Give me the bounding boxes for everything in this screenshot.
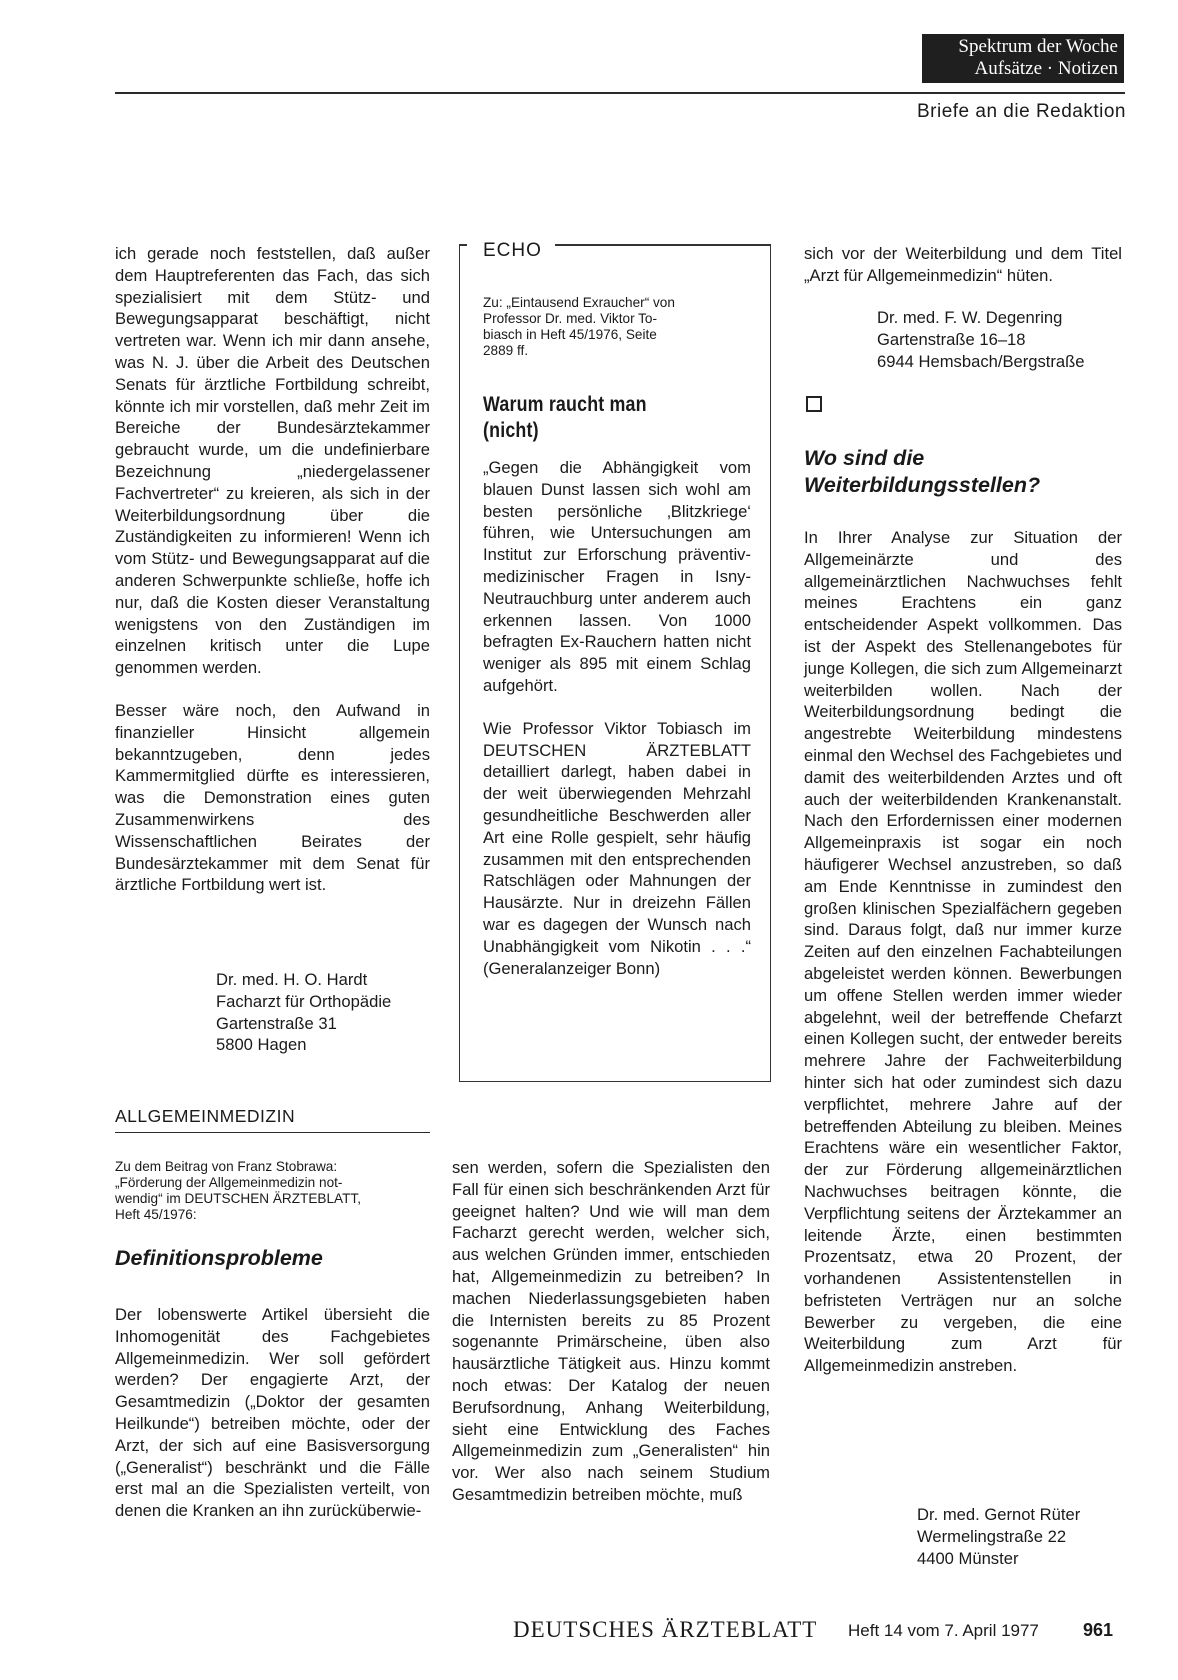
echo-box-top-rule xyxy=(459,244,467,246)
intro-line: Professor Dr. med. Viktor To- xyxy=(483,311,658,326)
issue-info: Heft 14 vom 7. April 1977 xyxy=(848,1621,1039,1640)
page-number: 961 xyxy=(1083,1620,1114,1640)
headline-weiterbildungsstellen xyxy=(804,445,1040,499)
signature-line: Wermelingstraße 22 xyxy=(917,1526,1067,1546)
signature-line: Dr. med. F. W. Degenring xyxy=(877,308,1063,327)
letter-stobrawa-body-col1 xyxy=(115,1304,430,1522)
paragraph: sich vor der Weiterbildung und dem Titel „Arzt für Allgemeinmedizin“ hüten. xyxy=(804,244,1122,285)
paragraph: Wie Professor Viktor Tobiasch im DEUTSCHEN ÄRZTEBLATT detailliert darlegt, haben dabei in der weit überwiegenden Mehrzahl gesundheitliche Beschwerden aller Art eine Rolle gespielt, sehr häufig zusammen mit den entsprechenden Ratschlägen oder Mahnungen der Hausärzte. Nur in dreizehn Fällen war es dagegen der Wunsch nach Unabhängigkeit vom Nikotin . . .“ (Generalanzeiger Bonn) xyxy=(483,718,751,978)
intro-line: „Förderung der Allgemeinmedizin not- xyxy=(115,1175,343,1190)
paragraph: sen werden, sofern die Spezialisten den Fall für einen sich beschränkenden Arzt für geeignet halten? Und wie will man dem Facharzt gerecht werden, welcher sich, aus welchen Gründen immer, entschieden hat, Allgemeinmedizin zu betreiben? In machen Niederlassungsgebieten haben die Internisten bereits zu 85 Prozent sogenannte Primärscheine, üben also hausärztliche Tätigkeit aus. Hinzu kommt noch etwas: Der Katalog der neuen Berufsordnung, Anhang Weiterbildung, sieht eine Entwicklung des Faches Allgemeinmedizin zum „Generalisten“ hin vor. Wer also nach seinem Studium Gesamtmedizin betreiben möchte, muß xyxy=(452,1158,770,1504)
echo-intro xyxy=(483,295,751,359)
intro-line: Zu: „Eintausend Exraucher“ von xyxy=(483,295,675,310)
paragraph: Besser wäre noch, den Aufwand in finanzieller Hinsicht allgemein bekanntzugeben, denn jedes Kammermitglied dürfte es interessieren, was die Demonstration eines guten Zusammenwirkens des Wissenschaftlichen Beirates der Bundesärztekammer mit dem Senat für ärztliche Fortbildung wert ist. xyxy=(115,700,430,895)
signature-line: Gartenstraße 31 xyxy=(216,1013,337,1033)
letter-stobrawa-body-col2 xyxy=(452,1157,770,1506)
letter-intro xyxy=(115,1159,430,1223)
intro-line: 2889 ff. xyxy=(483,343,529,358)
echo-body xyxy=(483,457,751,979)
headline-line: (nicht) xyxy=(483,419,539,442)
signature-line: Gartenstraße 16–18 xyxy=(877,329,1026,349)
signature-rueter xyxy=(917,1504,1080,1569)
category-label: ALLGEMEINMEDIZIN xyxy=(115,1106,296,1126)
signature-line: Dr. med. Gernot Rüter xyxy=(917,1505,1081,1524)
signature-line: 4400 Münster xyxy=(917,1548,1019,1568)
end-mark-box xyxy=(806,396,822,412)
signature-line: Dr. med. H. O. Hardt xyxy=(216,970,368,989)
signature-line: Facharzt für Orthopädie xyxy=(216,991,392,1011)
intro-line: biasch in Heft 45/1976, Seite xyxy=(483,327,657,342)
paragraph: Der lobenswerte Artikel übersieht die Inhomogenität des Fachgebietes Allgemeinmedizin. Wer soll gefördert werden? Der engagierte Arzt, der Gesamtmedizin („Doktor der gesamten Heilkunde“) betreiben möchte, oder der Arzt, der sich auf eine Basisversorgung („Generalist“) beschränkt und die Fälle erst mal an die Spezialisten verteilt, von denen die Kranken an ihn zurücküberwie- xyxy=(115,1305,430,1521)
paragraph: ich gerade noch feststellen, daß außer dem Hauptreferenten das Fach, das sich spezialisiert mit dem Stütz- und Bewegungsapparat beschäftigt, nicht vertreten war. Wenn ich mir dann ansehe, was N. J. über die Arbeit des Deutschen Senats für ärztliche Fortbildung schreibt, könnte ich mir vorstellen, daß mehr Zeit im Bereiche der Bundesärztekammer gebraucht wurde, um die undefinierbare Bezeichnung „niedergelassener Fachvertreter“ zu kreieren, als sich in der Weiterbildungsordnung über die Zuständigkeiten zu informieren! Wenn ich vom Stütz- und Bewegungsapparat auf die anderen Schwerpunkte schließe, hoffe ich nur, daß die Kosten dieser Veranstaltung wenigstens von den Zuständigen im einzelnen kritisch unter die Lupe genommen werden. xyxy=(115,244,430,678)
section-title: Briefe an die Redaktion xyxy=(916,101,1126,122)
headline-line: Warum raucht man xyxy=(483,393,647,416)
letter-rueter-body xyxy=(804,527,1122,1377)
letter-hardt-body xyxy=(115,243,430,896)
badge-line-2: Aufsätze · Notizen xyxy=(974,58,1118,79)
journal-title: DEUTSCHES ÄRZTEBLATT xyxy=(513,1617,818,1642)
echo-label: ECHO xyxy=(483,240,542,261)
paragraph: In Ihrer Analyse zur Situation der Allgemeinärzte und des allgemeinärztlichen Nachwuchses fehlt meines Erachtens ein ganz entscheidender Aspekt vollkommen. Das ist der Aspekt des Stellenangebotes für junge Kollegen, die sich zum Allgemeinarzt weiterbilden wollen. Nach der Weiterbildungsordnung bedingt die angestrebte Weiterbildung mindestens einmal den Wechsel des Fachgebietes und damit des weiterbildenden Arztes und oft auch der weiterbildenden Krankenanstalt. Nach den Erfordernissen einer modernen Allgemeinpraxis ist sogar ein noch häufigerer Wechsel anzustreben, so daß am Ende Kenntnisse in zumindest den großen klinischen Spezialfächern gegeben sind. Daraus folgt, daß nur immer kurze Zeiten auf den einzelnen Fachabteilungen abgeleistet werden können. Bewerbungen um offene Stellen werden immer wieder abgelehnt, weil der betreffende Chefarzt einen Kollegen sucht, der entweder bereits mehrere Jahre der Fachweiterbildung hinter sich hat oder zumindest sich dazu verpflichtet, mehrere Jahre auf der betreffenden Abteilung zu bleiben. Meines Erachtens wäre ein wesentlicher Faktor, der zur Förderung allgemeinärztlichen Nachwuchses beitragen könnte, die Verpflichtung seitens der Ärztekammer an leitende Ärzte, einen bestimmten Prozentsatz, etwa 20 Prozent, der vorhandenen Assistentenstellen in befristeten Verträgen nur an solche Bewerber zu vergeben, die eine Weiterbildung zum Arzt für Allgemeinmedizin anstreben. xyxy=(804,528,1122,1376)
intro-line: Heft 45/1976: xyxy=(115,1207,197,1222)
intro-line: wendig“ im DEUTSCHEN ÄRZTEBLATT, xyxy=(115,1191,361,1206)
section-badge xyxy=(922,34,1124,83)
intro-line: Zu dem Beitrag von Franz Stobrawa: xyxy=(115,1159,338,1174)
signature-line: 5800 Hagen xyxy=(216,1035,307,1055)
signature-line: 6944 Hemsbach/Bergstraße xyxy=(877,351,1085,371)
badge-line-1: Spektrum der Woche xyxy=(958,36,1118,57)
echo-box-top-rule xyxy=(555,244,771,246)
headline-warum-raucht-man xyxy=(483,392,647,444)
headline-line: Weiterbildungsstellen? xyxy=(804,473,1041,497)
paragraph: „Gegen die Abhängigkeit vom blauen Dunst lassen sich wohl am besten persönliche ‚Blitzkriege‘ führen, wie Untersuchungen am Institut zur Erforschung präventiv-medizinischer Fragen in Isny-Neutrauchburg unter anderem auch erkennen lassen. Von 1000 befragten Ex-Rauchern hatten nicht weniger als 895 mit einem Schlag aufgehört. xyxy=(483,458,751,695)
signature-degenring xyxy=(877,307,1085,372)
headline-line: Wo sind die xyxy=(804,446,925,470)
signature-hardt xyxy=(216,969,391,1056)
header-rule xyxy=(115,92,1125,94)
category-rule xyxy=(115,1132,430,1133)
letter-degenring-ending xyxy=(804,243,1122,287)
headline-definitionsprobleme: Definitionsprobleme xyxy=(115,1246,323,1270)
